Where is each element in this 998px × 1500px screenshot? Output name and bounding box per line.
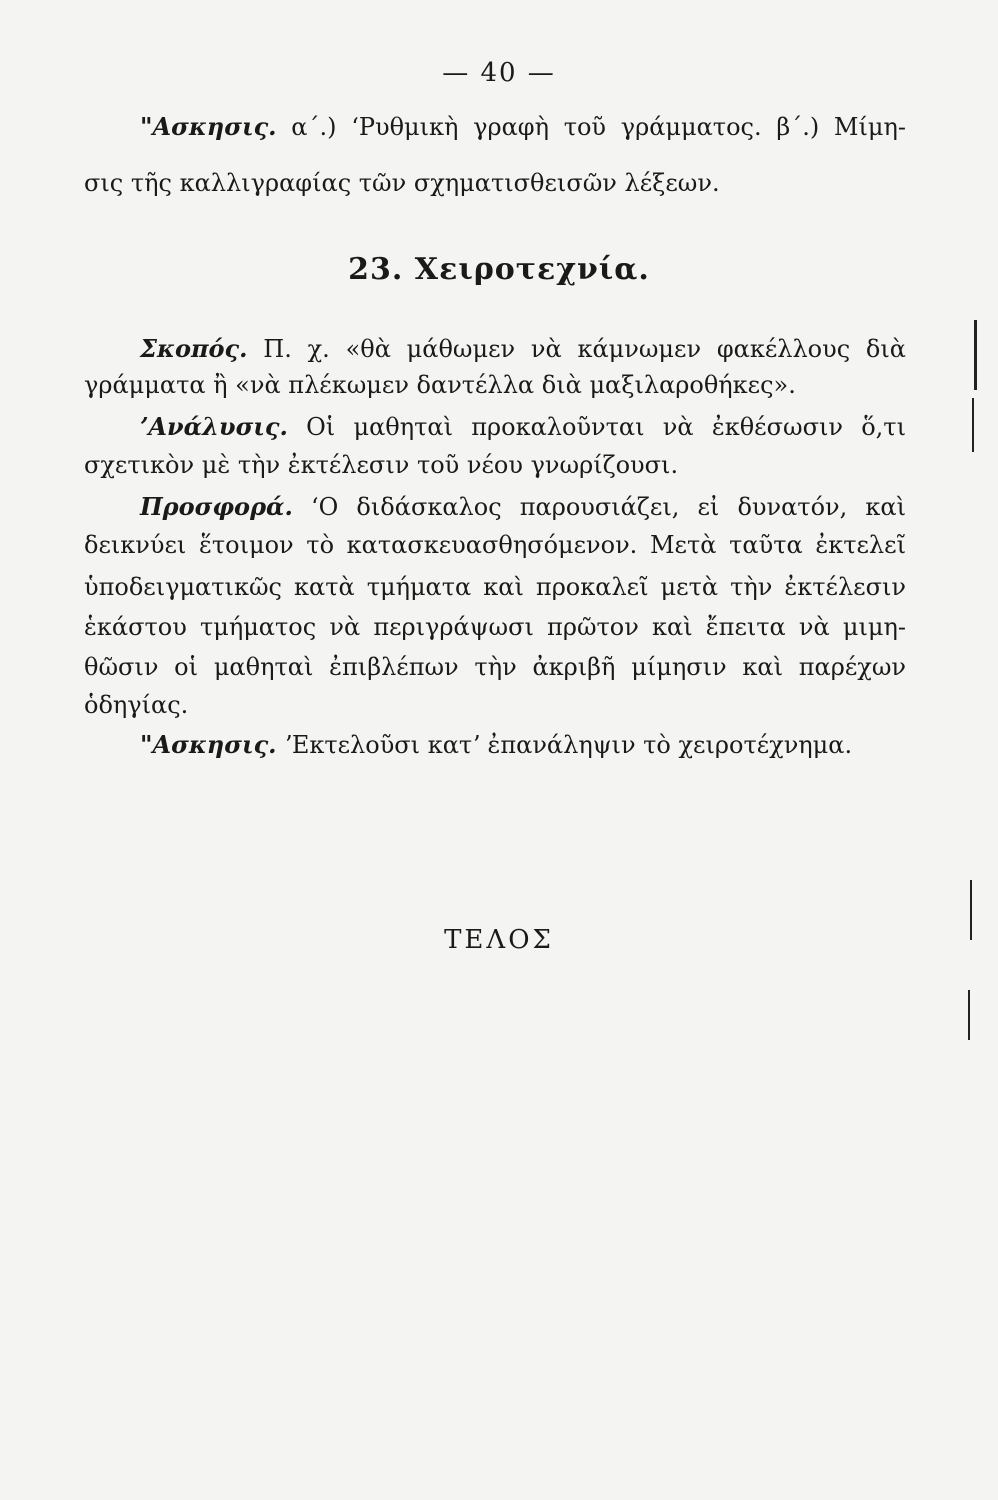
offering-text-1: ʻΟ διδάσκαλος παρουσιάζει, εἰ δυνατόν, καὶ bbox=[311, 493, 906, 521]
offering-line-2: δεικνύει ἕτοιμον τὸ κατασκευασθησόμενον. Μετὰ ταῦτα ἐκτελεῖ bbox=[84, 531, 906, 559]
scan-edge-mark bbox=[970, 880, 972, 940]
purpose-lead: Σκοπός. bbox=[140, 334, 248, 363]
exercise-previous-text-1: α΄.) ʻΡυθμικὴ γραφὴ τοῦ γράμματος. β΄.) Μίμη- bbox=[291, 113, 906, 141]
offering-line-1 bbox=[140, 492, 906, 522]
offering-line-3: ὑποδειγματικῶς κατὰ τμήματα καὶ προκαλεῖ μετὰ τὴν ἐκτέλεσιν bbox=[84, 573, 906, 601]
exercise-line-1 bbox=[140, 730, 852, 760]
scan-edge-mark bbox=[972, 398, 974, 452]
exercise-previous-line-2: σις τῆς καλλιγραφίας τῶν σχηματισθεισῶν λέξεων. bbox=[84, 169, 720, 197]
offering-line-6: ὁδηγίας. bbox=[84, 691, 189, 719]
purpose-line-1 bbox=[140, 334, 906, 364]
exercise-previous-lead: "Ασκησις. bbox=[140, 112, 277, 141]
end-mark: ΤΕΛΟΣ bbox=[444, 925, 554, 955]
offering-lead: Προσφορά. bbox=[140, 492, 293, 521]
exercise-previous-line-1 bbox=[140, 112, 906, 142]
page-number: — 40 — bbox=[442, 58, 556, 88]
analysis-lead: ʼΑνάλυσις. bbox=[140, 412, 288, 441]
analysis-line-1 bbox=[140, 412, 906, 442]
purpose-text-1: Π. χ. «θὰ μάθωμεν νὰ κάμνωμεν φακέλλους διὰ bbox=[263, 335, 906, 363]
exercise-text-1: ʼΕκτελοῦσι κατʼ ἐπανάληψιν τὸ χειροτέχνημα. bbox=[284, 731, 853, 759]
offering-line-4: ἑκάστου τμήματος νὰ περιγράψωσι πρῶτον καὶ ἔπειτα νὰ μιμη- bbox=[84, 613, 906, 641]
analysis-line-2: σχετικὸν μὲ τὴν ἐκτέλεσιν τοῦ νέου γνωρίζουσι. bbox=[84, 451, 679, 479]
section-heading: 23. Χειροτεχνία. bbox=[348, 252, 650, 287]
scan-edge-mark bbox=[968, 990, 970, 1040]
purpose-line-2: γράμματα ἢ «νὰ πλέκωμεν δαντέλλα διὰ μαξιλαροθήκες». bbox=[84, 371, 796, 399]
scan-edge-mark bbox=[974, 320, 977, 390]
offering-line-5: θῶσιν οἱ μαθηταὶ ἐπιβλέπων τὴν ἀκριβῆ μίμησιν καὶ παρέχων bbox=[84, 653, 906, 681]
exercise-lead: "Ασκησις. bbox=[140, 730, 277, 759]
analysis-text-1: Οἱ μαθηταὶ προκαλοῦνται νὰ ἐκθέσωσιν ὅ,τι bbox=[306, 413, 906, 441]
